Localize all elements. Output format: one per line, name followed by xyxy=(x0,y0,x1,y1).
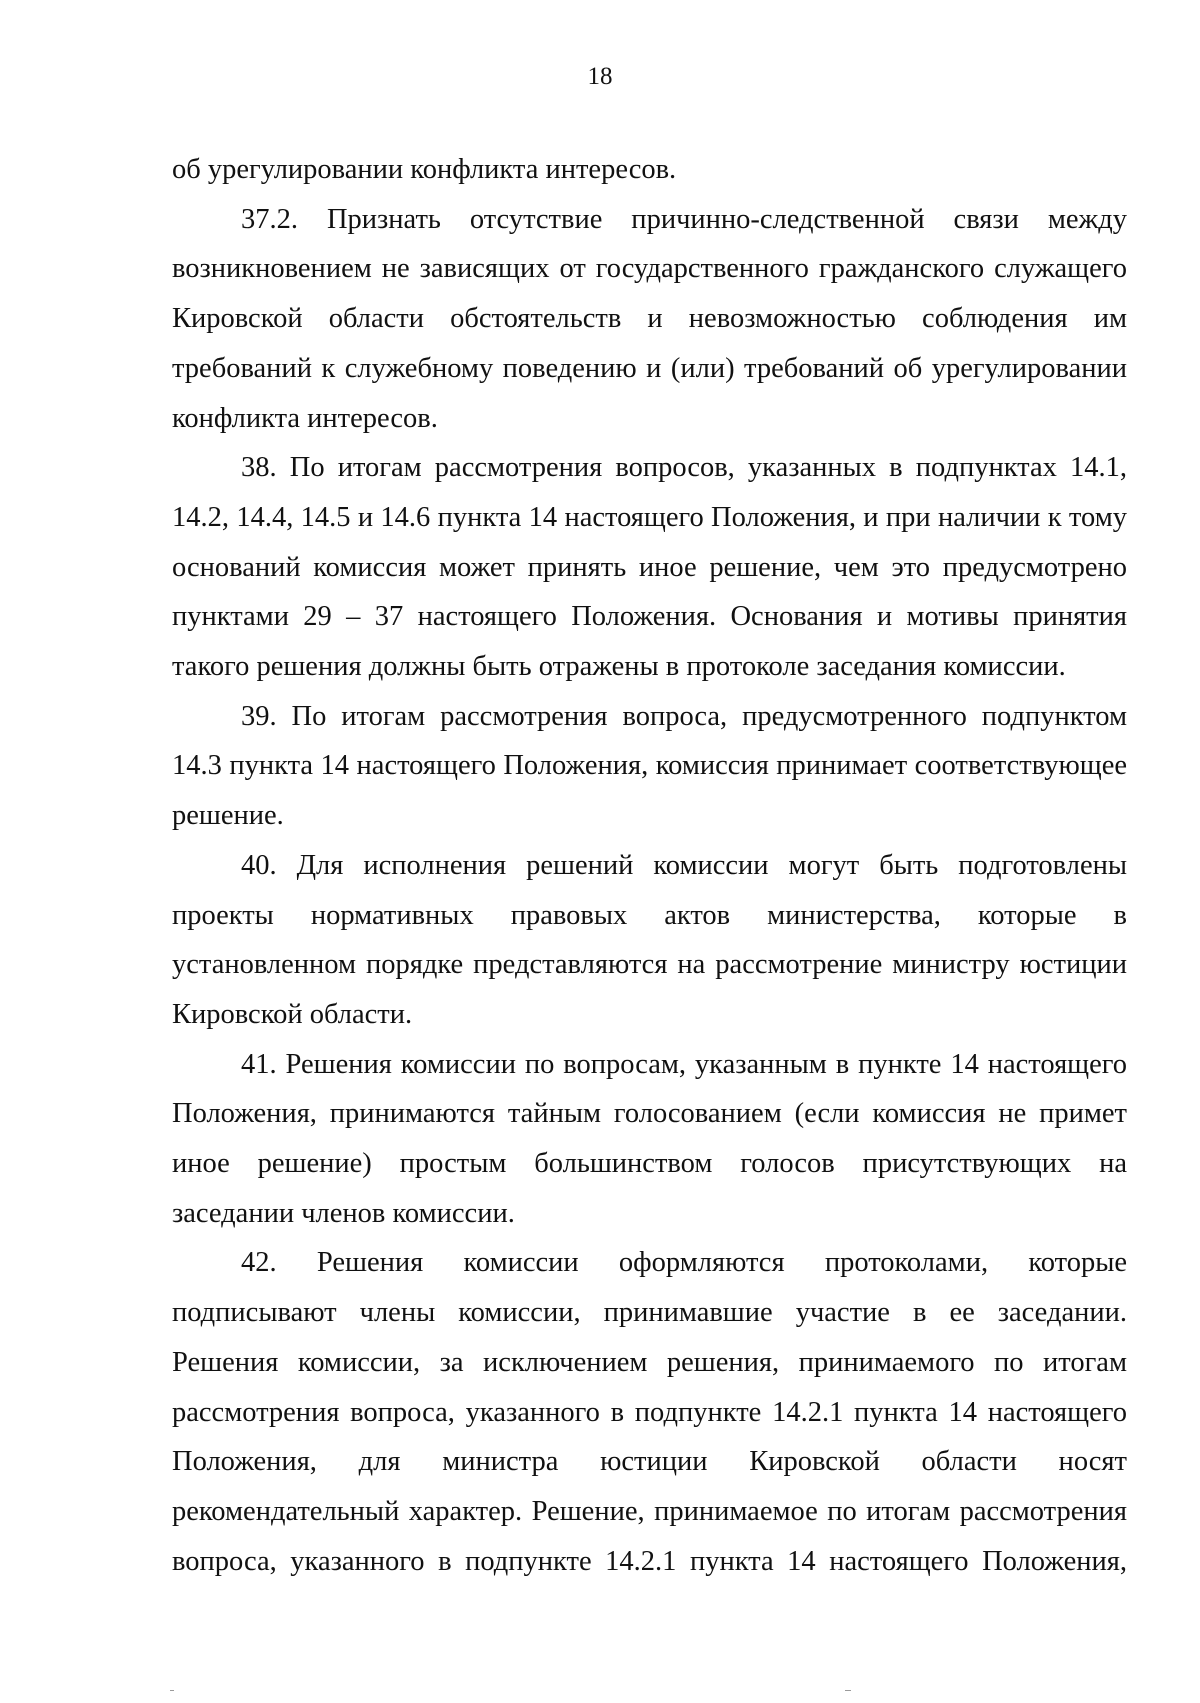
scan-edge-mark xyxy=(845,1690,851,1691)
document-body xyxy=(172,145,1127,1586)
paragraph-37-2: 37.2. Признать отсутствие причинно-следственной связи между возникновением не зависящих от государственного гражданского служащего Кировской области обстоятельств и невозможностью соблюдения им требований к служебному поведению и (или) требований об урегулировании конфликта интересов. xyxy=(172,203,1127,434)
paragraph-41: 41. Решения комиссии по вопросам, указанным в пункте 14 настоящего Положения, принимаются тайным голосованием (если комиссия не примет иное решение) простым большинством голосов присутствующих на заседании членов комиссии. xyxy=(172,1048,1127,1229)
scan-edge-mark xyxy=(170,1690,174,1691)
paragraph-continuation: об урегулировании конфликта интересов. xyxy=(172,154,677,185)
paragraph-40: 40. Для исполнения решений комиссии могут быть подготовлены проекты нормативных правовых актов министерства, которые в установленном порядке представляются на рассмотрение министру юстиции Кировской области. xyxy=(172,849,1127,1030)
page-number: 18 xyxy=(587,63,613,90)
paragraph-38: 38. По итогам рассмотрения вопросов, указанных в подпунктах 14.1, 14.2, 14.4, 14.5 и 14.6 пункта 14 настоящего Положения, и при наличии к тому оснований комиссия может принять иное решение, чем это предусмотрено пунктами 29 – 37 настоящего Положения. Основания и мотивы принятия такого решения должны быть отражены в протоколе заседания комиссии. xyxy=(172,452,1127,683)
paragraph-42: 42. Решения комиссии оформляются протоколами, которые подписывают члены комиссии, принимавшие участие в ее заседании. Решения комиссии, за исключением решения, принимаемого по итогам рассмотрения вопроса, указанного в подпункте 14.2.1 пункта 14 настоящего Положения, для министра юстиции Кировской области носят рекомендательный характер. Решение, принимаемое по итогам рассмотрения вопроса, указанного в подпункте 14.2.1 пункта 14 настоящего Положения, xyxy=(172,1247,1127,1577)
paragraph-39: 39. По итогам рассмотрения вопроса, предусмотренного подпунктом 14.3 пункта 14 настоящего Положения, комиссия принимает соответствующее решение. xyxy=(172,700,1127,832)
